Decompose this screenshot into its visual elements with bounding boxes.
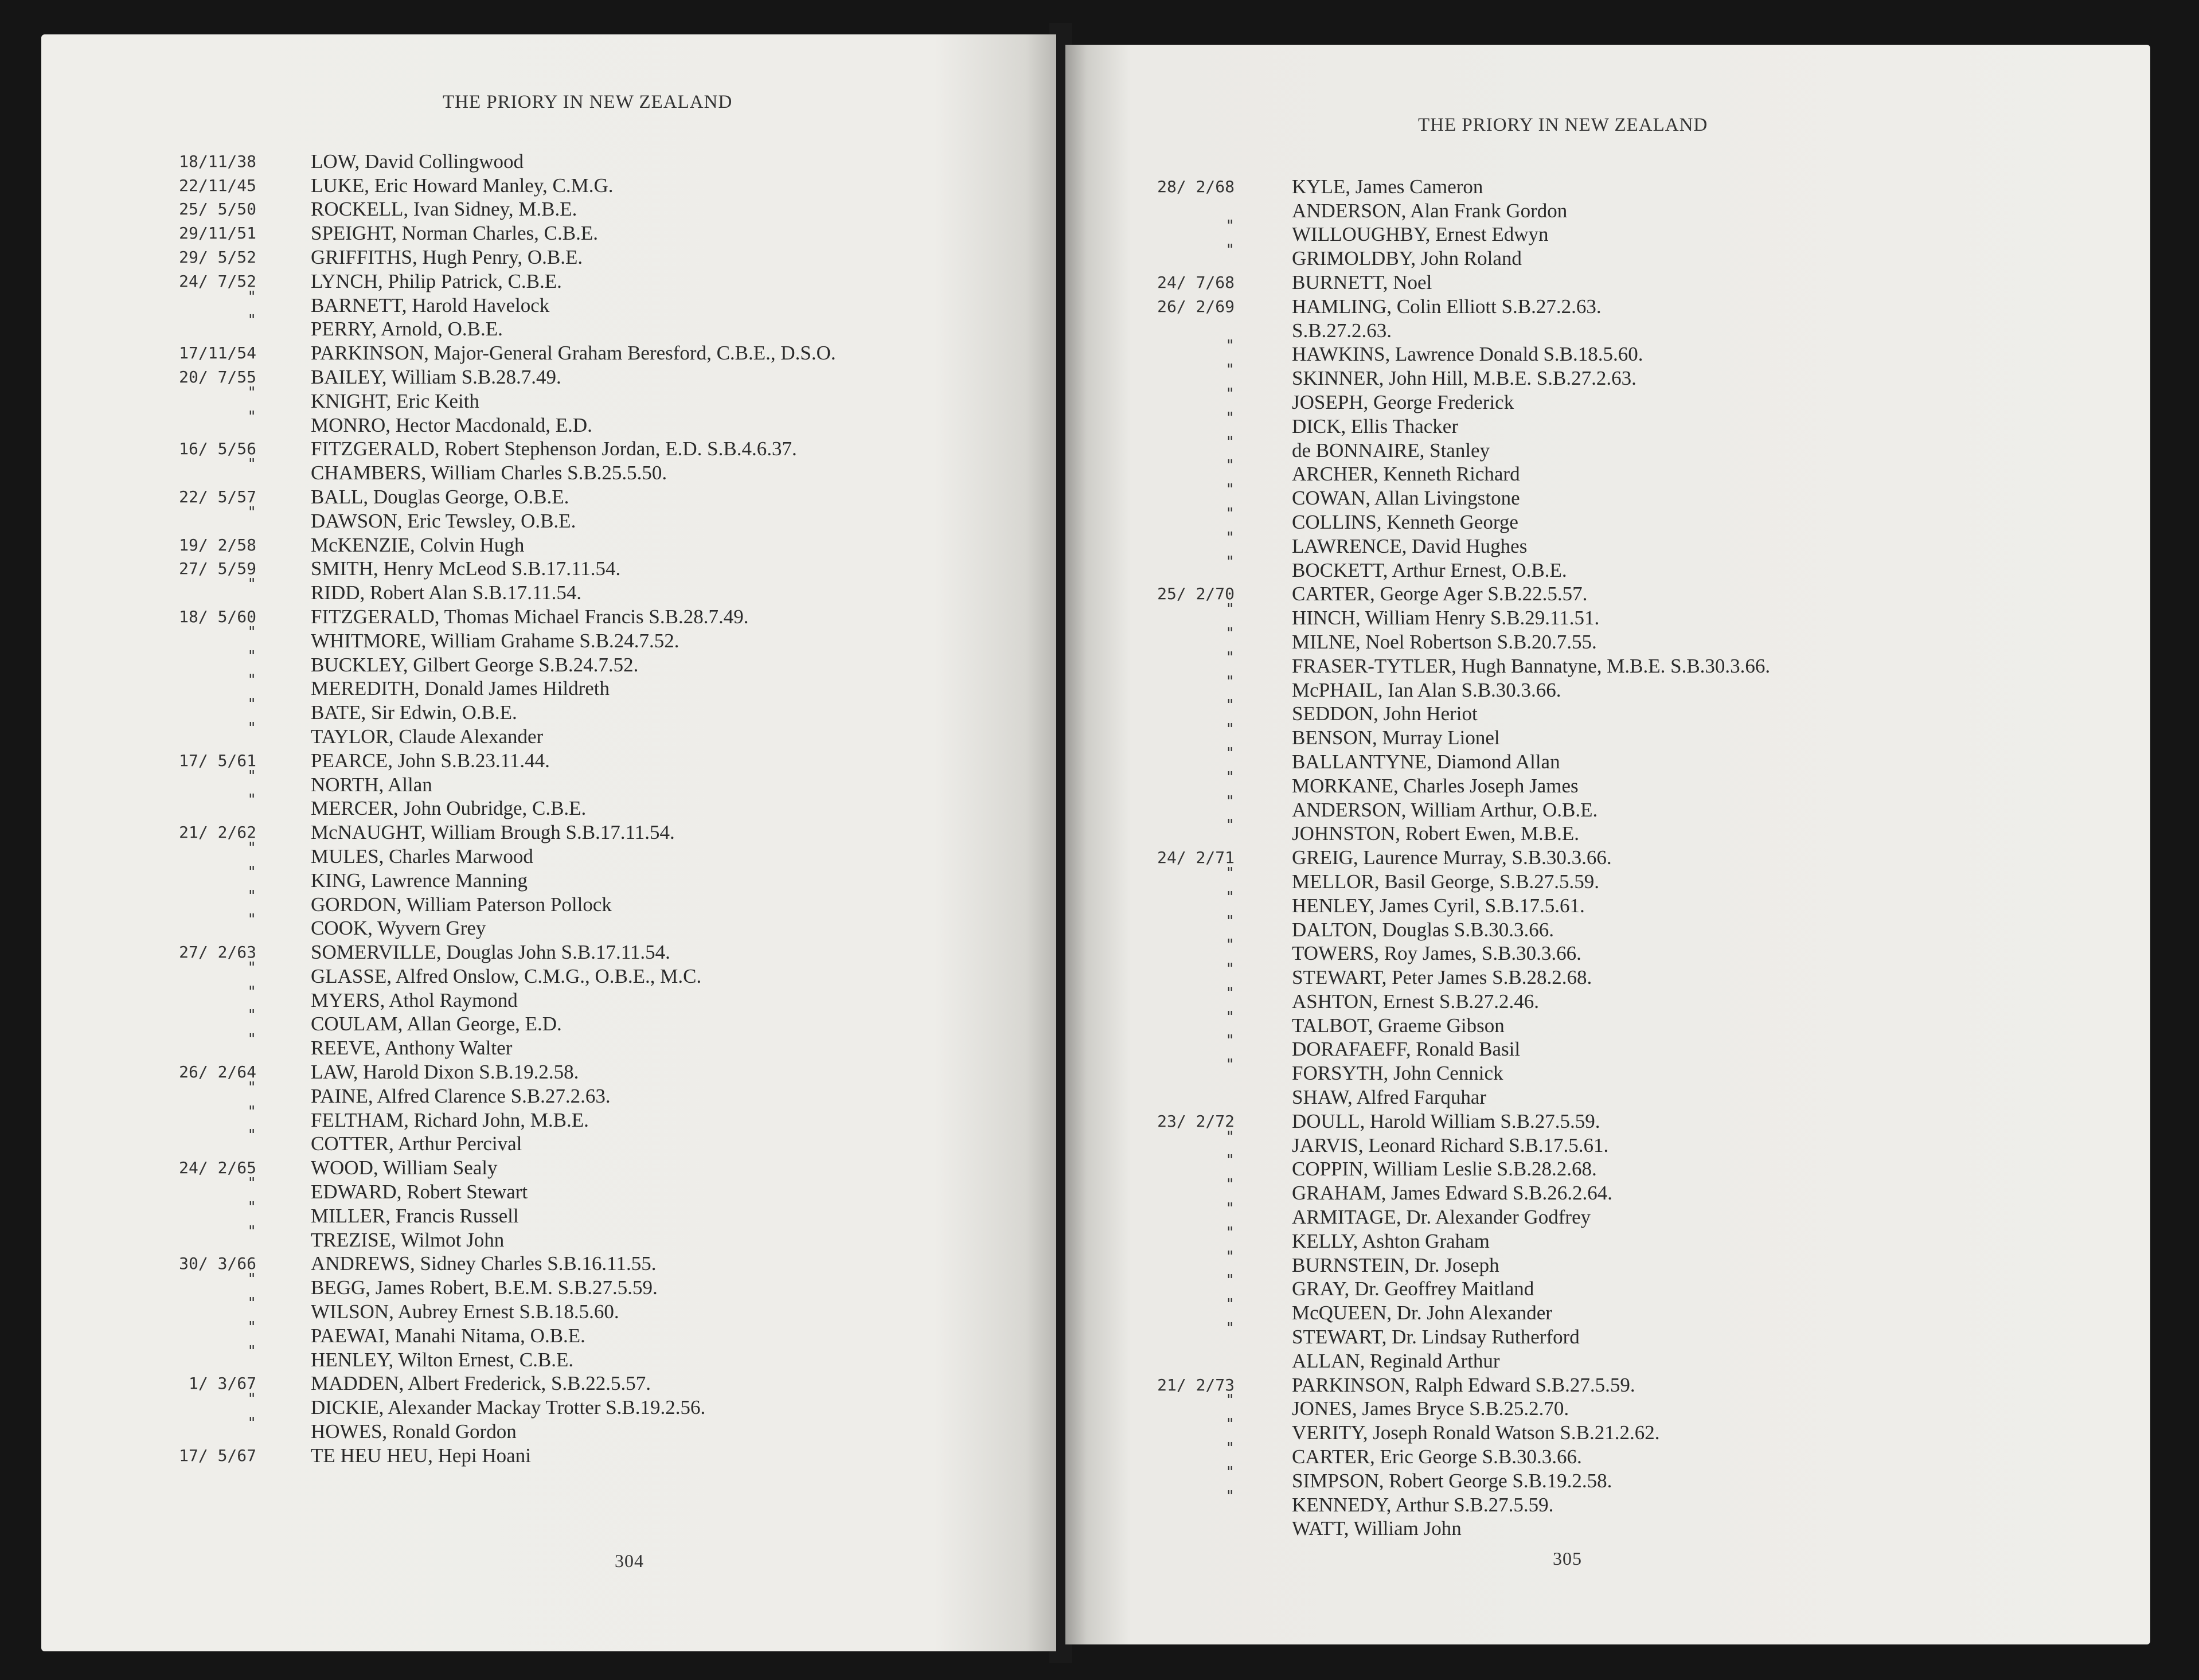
list-item [1106,1320,1770,1349]
list-item [122,1342,836,1372]
entry-name: ANDERSON, Alan Frank Gordon [1292,199,1568,222]
entry-name: HENLEY, Wilton Ernest, C.B.E. [311,1348,574,1371]
list-item [1106,241,1770,270]
entry-name: de BONNAIRE, Stanley [1292,439,1490,462]
left-page [41,34,1056,1651]
entry-date: " [1225,1056,1235,1074]
entry-date: " [1225,888,1235,906]
entry-date [1106,1107,1235,1109]
entry-name: REEVE, Anthony Walter [311,1037,513,1060]
entry-name: FELTHAM, Richard John, M.B.E. [311,1108,589,1131]
entry-date: " [1225,505,1235,522]
entry-name: BURNETT, Noel [1292,271,1432,294]
entry-date: 29/ 5/52 [179,247,256,267]
entry-name: JONES, James Bryce S.B.25.2.70. [1292,1397,1569,1420]
entry-date: 28/ 2/68 [1157,177,1235,196]
list-item [122,149,836,173]
entry-name: HOWES, Ronald Gordon [311,1420,517,1443]
entry-name: COWAN, Allan Livingstone [1292,487,1520,510]
entry-date: 21/ 2/73 [1157,1375,1235,1394]
entry-name: LOW, David Collingwood [311,150,524,173]
entry-date: " [1225,1392,1235,1409]
entry-name: HENLEY, James Cyril, S.B.17.5.61. [1292,894,1585,917]
entry-date: " [1225,984,1235,1002]
entry-name: CHAMBERS, William Charles S.B.25.5.50. [311,462,667,485]
entry-date: " [1225,936,1235,954]
list-item [1106,816,1770,846]
list-item [122,1031,836,1060]
entry-name: KELLY, Ashton Graham [1292,1229,1490,1252]
entry-name: PERRY, Arnold, O.B.E. [311,318,503,341]
entry-name: BARNETT, Harold Havelock [311,294,550,317]
entry-name: BATE, Sir Edwin, O.B.E. [311,701,517,724]
entry-name: COLLINS, Kenneth George [1292,510,1518,533]
entry-date: 23/ 2/72 [1157,1111,1235,1131]
entry-name: ANDREWS, Sidney Charles S.B.16.11.55. [311,1252,657,1275]
entry-name: PAEWAI, Manahi Nitama, O.B.E. [311,1324,585,1347]
entry-name: LAWRENCE, David Hughes [1292,534,1528,557]
entry-date: " [247,671,256,689]
entry-name: SIMPSON, Robert George S.B.19.2.58. [1292,1469,1612,1492]
entry-date: 30/ 3/66 [179,1254,256,1273]
list-item [122,221,836,245]
entry-name: DOULL, Harold William S.B.27.5.59. [1292,1109,1600,1132]
list-item [122,719,836,748]
entry-name: WILLOUGHBY, Ernest Edwyn [1292,223,1549,246]
entry-date: " [247,1295,256,1312]
entry-date: 24/ 2/65 [179,1158,256,1178]
entry-date: 21/ 2/62 [179,823,256,842]
entry-date: " [247,312,256,330]
entry-name: WILSON, Aubrey Ernest S.B.18.5.60. [311,1300,619,1323]
entry-name: TREZISE, Wilmot John [311,1228,505,1251]
entry-name: STEWART, Peter James S.B.28.2.68. [1292,966,1592,989]
entry-date: " [1225,217,1235,235]
entry-name: COULAM, Allan George, E.D. [311,1013,562,1036]
entry-date: " [247,456,256,474]
entry-name: PAINE, Alfred Clarence S.B.27.2.63. [311,1084,611,1107]
list-item [1106,1487,1770,1517]
entry-date: " [1225,337,1235,355]
entry-name: JOSEPH, George Frederick [1292,390,1514,413]
list-item [122,533,836,557]
entry-date: " [247,696,256,713]
entry-name: KENNEDY, Arthur S.B.27.5.59. [1292,1493,1554,1516]
entry-date: " [1225,912,1235,930]
entry-name: GLASSE, Alfred Onslow, C.M.G., O.B.E., M.C. [311,964,702,987]
entry-date: " [1225,792,1235,810]
list-item [122,1443,836,1467]
list-item [122,1222,836,1252]
entry-name: MYERS, Athol Raymond [311,989,518,1011]
entry-date: " [1225,1296,1235,1314]
entry-date: " [1225,409,1235,427]
entry-date: " [247,1103,256,1120]
entry-date: " [1225,1416,1235,1433]
entry-date: 17/ 5/67 [179,1445,256,1465]
right-page [1065,45,2150,1644]
list-item [1106,1349,1770,1373]
list-item [1106,294,1770,318]
list-item [122,1127,836,1156]
page-number: 305 [1553,1548,1582,1569]
entry-name: CARTER, Eric George S.B.30.3.66. [1292,1445,1582,1468]
entry-date: " [247,503,256,521]
entry-name: SOMERVILLE, Douglas John S.B.17.11.54. [311,941,670,964]
entry-date: " [247,288,256,306]
entry-name: McKENZIE, Colvin Hugh [311,533,525,556]
entry-name: HINCH, William Henry S.B.29.11.51. [1292,607,1600,630]
entry-name: S.B.27.2.63. [1292,319,1392,342]
list-item [122,456,836,485]
entry-date: " [1225,1008,1235,1026]
entry-date: " [1225,241,1235,259]
entry-name: GREIG, Laurence Murray, S.B.30.3.66. [1292,846,1612,869]
entry-date: " [247,408,256,425]
entry-name: COTTER, Arthur Percival [311,1132,522,1155]
entry-name: PARKINSON, Major-General Graham Beresford, C.B.E., D.S.O. [311,342,836,365]
list-item [1106,1517,1770,1541]
entry-date: 1/ 3/67 [188,1374,256,1393]
entry-date: 27/ 2/63 [179,943,256,962]
entry-date: " [1225,481,1235,499]
entry-date: 19/ 2/58 [179,535,256,554]
entry-date: " [1225,1224,1235,1241]
entry-name: GRAHAM, James Edward S.B.26.2.64. [1292,1182,1613,1205]
list-item [122,503,836,533]
entry-name: MERCER, John Oubridge, C.B.E. [311,797,587,820]
entry-name: ANDERSON, William Arthur, O.B.E. [1292,798,1598,821]
entry-name: MELLOR, Basil George, S.B.27.5.59. [1292,870,1600,893]
entry-date: " [247,1127,256,1144]
entry-name: KNIGHT, Eric Keith [311,389,479,412]
entry-name: BALLANTYNE, Diamond Allan [1292,750,1560,773]
entry-date: " [247,1390,256,1408]
entry-name: BALL, Douglas George, O.B.E. [311,485,569,508]
entry-name: TAYLOR, Claude Alexander [311,725,544,748]
entry-name: FRASER-TYTLER, Hugh Bannatyne, M.B.E. S.B.30.3.66. [1292,654,1771,677]
entry-name: SHAW, Alfred Farquhar [1292,1086,1487,1109]
entry-date: " [247,863,256,881]
entry-name: TOWERS, Roy James, S.B.30.3.66. [1292,942,1581,965]
running-head: THE PRIORY IN NEW ZEALAND [1418,115,1708,135]
entry-date: " [247,1031,256,1049]
entry-date: 26/ 2/64 [179,1062,256,1082]
entry-name: BOCKETT, Arthur Ernest, O.B.E. [1292,558,1567,581]
list-item [122,341,836,365]
entry-date: 18/ 5/60 [179,607,256,626]
entry-name: DICK, Ellis Thacker [1292,415,1458,437]
entry-date: 26/ 2/69 [1157,296,1235,316]
page-number: 304 [615,1550,644,1571]
entry-date: " [247,1079,256,1096]
entry-name: LYNCH, Philip Patrick, C.B.E. [311,269,562,292]
entry-name: BAILEY, William S.B.28.7.49. [311,365,561,388]
list-item [122,408,836,437]
entry-date: " [247,1271,256,1288]
entry-name: DICKIE, Alexander Mackay Trotter S.B.19.2.56. [311,1396,706,1419]
entry-name: BENSON, Murray Lionel [1292,726,1500,749]
entry-name: FORSYTH, John Cennick [1292,1062,1503,1085]
entry-date: " [247,911,256,929]
entry-date: 17/11/54 [179,343,256,363]
entry-name: MEREDITH, Donald James Hildreth [311,677,610,700]
entry-name: VERITY, Joseph Ronald Watson S.B.21.2.62. [1292,1421,1660,1444]
entry-date: 24/ 2/71 [1157,848,1235,868]
entry-name: LUKE, Eric Howard Manley, C.M.G. [311,174,614,197]
entry-date: " [1225,1176,1235,1194]
entry-date: 24/ 7/52 [179,271,256,291]
entry-name: ALLAN, Reginald Arthur [1292,1349,1500,1372]
entry-name: MORKANE, Charles Joseph James [1292,774,1579,797]
entry-date: " [1225,960,1235,978]
entry-date: " [1225,1200,1235,1218]
entry-date: " [247,623,256,641]
list-item [122,791,836,821]
entry-name: COPPIN, William Leslie S.B.28.2.68. [1292,1158,1597,1181]
list-item [122,312,836,341]
entry-name: KING, Lawrence Manning [311,869,528,892]
entry-name: HAMLING, Colin Elliott S.B.27.2.63. [1292,295,1602,318]
entry-date: " [1225,1320,1235,1338]
entry-name: ASHTON, Ernest S.B.27.2.46. [1292,990,1540,1013]
entry-date: " [1225,744,1235,762]
entry-name: NORTH, Allan [311,773,432,796]
entry-name: HAWKINS, Lawrence Donald S.B.18.5.60. [1292,343,1643,366]
entry-name: BUCKLEY, Gilbert George S.B.24.7.52. [311,653,639,676]
entry-date: " [1225,1272,1235,1290]
list-item [1106,1056,1770,1085]
entry-name: KYLE, James Cameron [1292,175,1483,198]
entry-name: SMITH, Henry McLeod S.B.17.11.54. [311,557,621,580]
entry-date: " [1225,648,1235,666]
entry-date: " [1225,1463,1235,1481]
entry-name: CARTER, George Ager S.B.22.5.57. [1292,583,1588,605]
entry-date: " [1225,529,1235,546]
entry-date: " [1225,1032,1235,1050]
entry-date: " [247,1342,256,1360]
entry-name: JARVIS, Leonard Richard S.B.17.5.61. [1292,1134,1609,1157]
entry-name: ARMITAGE, Dr. Alexander Godfrey [1292,1206,1591,1229]
entry-name: MILNE, Noel Robertson S.B.20.7.55. [1292,630,1597,653]
entry-date: " [247,983,256,1001]
entry-name: GRAY, Dr. Geoffrey Maitland [1292,1277,1534,1300]
entry-name: DORAFAEFF, Ronald Basil [1292,1038,1521,1061]
entry-name: PARKINSON, Ralph Edward S.B.27.5.59. [1292,1373,1635,1396]
entry-date: 27/ 5/59 [179,559,256,579]
entry-name: FITZGERALD, Robert Stephenson Jordan, E.D. S.B.4.6.37. [311,437,797,460]
entry-date: " [247,384,256,401]
entry-date: " [1225,553,1235,571]
entry-date: " [247,887,256,905]
entry-date: 25/ 5/50 [179,200,256,219]
entry-name: BEGG, James Robert, B.E.M. S.B.27.5.59. [311,1276,658,1299]
list-item [122,1415,836,1443]
entry-name: RIDD, Robert Alan S.B.17.11.54. [311,581,582,604]
entry-name: SPEIGHT, Norman Charles, C.B.E. [311,222,598,245]
entry-name: GRIFFITHS, Hugh Penry, O.B.E. [311,245,583,268]
entry-date: " [247,959,256,976]
entry-date: " [1225,433,1235,451]
entry-date: " [1225,768,1235,786]
entry-date: " [1225,1440,1235,1458]
entry-date [1106,1370,1235,1373]
entry-name: WATT, William John [1292,1517,1462,1540]
entry-date: 22/11/45 [179,175,256,195]
entry-name: DALTON, Douglas S.B.30.3.66. [1292,918,1554,941]
entry-name: JOHNSTON, Robert Ewen, M.B.E. [1292,822,1580,845]
entry-date: 24/ 7/68 [1157,272,1235,292]
entry-date [1106,1538,1235,1540]
entry-date: " [247,576,256,593]
entry-date: " [1225,457,1235,475]
entry-date: " [1225,385,1235,403]
list-item [1106,553,1770,582]
roll-list [1106,174,1770,1540]
entry-date: " [247,1222,256,1240]
entry-date: " [1225,1152,1235,1170]
entry-name: BURNSTEIN, Dr. Joseph [1292,1253,1499,1276]
entry-name: LAW, Harold Dixon S.B.19.2.58. [311,1061,579,1084]
entry-date: " [247,839,256,857]
entry-date: " [247,719,256,737]
entry-date: 20/ 7/55 [179,367,256,386]
entry-name: GRIMOLDBY, John Roland [1292,247,1522,270]
entry-name: TALBOT, Graeme Gibson [1292,1014,1505,1037]
entry-name: McPHAIL, Ian Alan S.B.30.3.66. [1292,678,1561,701]
list-item [1106,1085,1770,1109]
entry-name: McQUEEN, Dr. John Alexander [1292,1302,1552,1325]
entry-name: WOOD, William Sealy [311,1157,498,1179]
entry-date: " [247,1415,256,1432]
entry-date: " [1225,864,1235,882]
entry-date: " [1225,697,1235,714]
list-item [1106,174,1770,198]
entry-date: 18/11/38 [179,151,256,171]
entry-name: ARCHER, Kenneth Richard [1292,463,1520,486]
roll-list [122,149,836,1467]
entry-name: ROCKELL, Ivan Sidney, M.B.E. [311,198,577,221]
list-item [122,245,836,269]
list-item [122,173,836,197]
entry-date: " [247,1318,256,1336]
entry-date: " [247,1175,256,1193]
entry-name: FITZGERALD, Thomas Michael Francis S.B.28.7.49. [311,605,749,628]
entry-name: STEWART, Dr. Lindsay Rutherford [1292,1326,1580,1349]
entry-date: 22/ 5/57 [179,487,256,506]
entry-date: " [1225,624,1235,642]
entry-date: " [1225,601,1235,619]
entry-date: " [1225,1128,1235,1146]
entry-name: WHITMORE, William Grahame S.B.24.7.52. [311,629,679,652]
list-item [1106,270,1770,294]
entry-date: " [247,647,256,665]
list-item [122,197,836,221]
entry-name: EDWARD, Robert Stewart [311,1181,528,1204]
entry-date: " [247,1007,256,1025]
entry-name: PEARCE, John S.B.23.11.44. [311,749,550,772]
entry-date: 16/ 5/56 [179,439,256,459]
entry-name: GORDON, William Paterson Pollock [311,893,612,916]
entry-date: " [1225,721,1235,739]
entry-name: MADDEN, Albert Frederick, S.B.22.5.57. [311,1372,651,1395]
entry-date: " [247,1198,256,1216]
entry-name: SEDDON, John Heriot [1292,702,1478,725]
entry-date: " [1225,816,1235,834]
list-item [122,911,836,940]
entry-date: 25/ 2/70 [1157,584,1235,604]
list-item [122,576,836,604]
entry-date: " [1225,1487,1235,1505]
entry-date: " [1225,361,1235,379]
entry-name: MULES, Charles Marwood [311,845,533,868]
entry-date: 17/ 5/61 [179,751,256,770]
entry-name: SKINNER, John Hill, M.B.E. S.B.27.2.63. [1292,367,1636,390]
entry-name: DAWSON, Eric Tewsley, O.B.E. [311,509,576,532]
entry-date: " [1225,673,1235,690]
entry-name: McNAUGHT, William Brough S.B.17.11.54. [311,821,675,844]
entry-date: " [1225,1248,1235,1265]
entry-name: COOK, Wyvern Grey [311,917,486,940]
running-head: THE PRIORY IN NEW ZEALAND [443,92,733,112]
entry-name: TE HEU HEU, Hepi Hoani [311,1444,531,1467]
entry-name: MONRO, Hector Macdonald, E.D. [311,413,592,436]
entry-date: " [247,767,256,785]
entry-date: " [247,791,256,809]
entry-date: 29/11/51 [179,224,256,243]
entry-name: MILLER, Francis Russell [311,1204,519,1227]
